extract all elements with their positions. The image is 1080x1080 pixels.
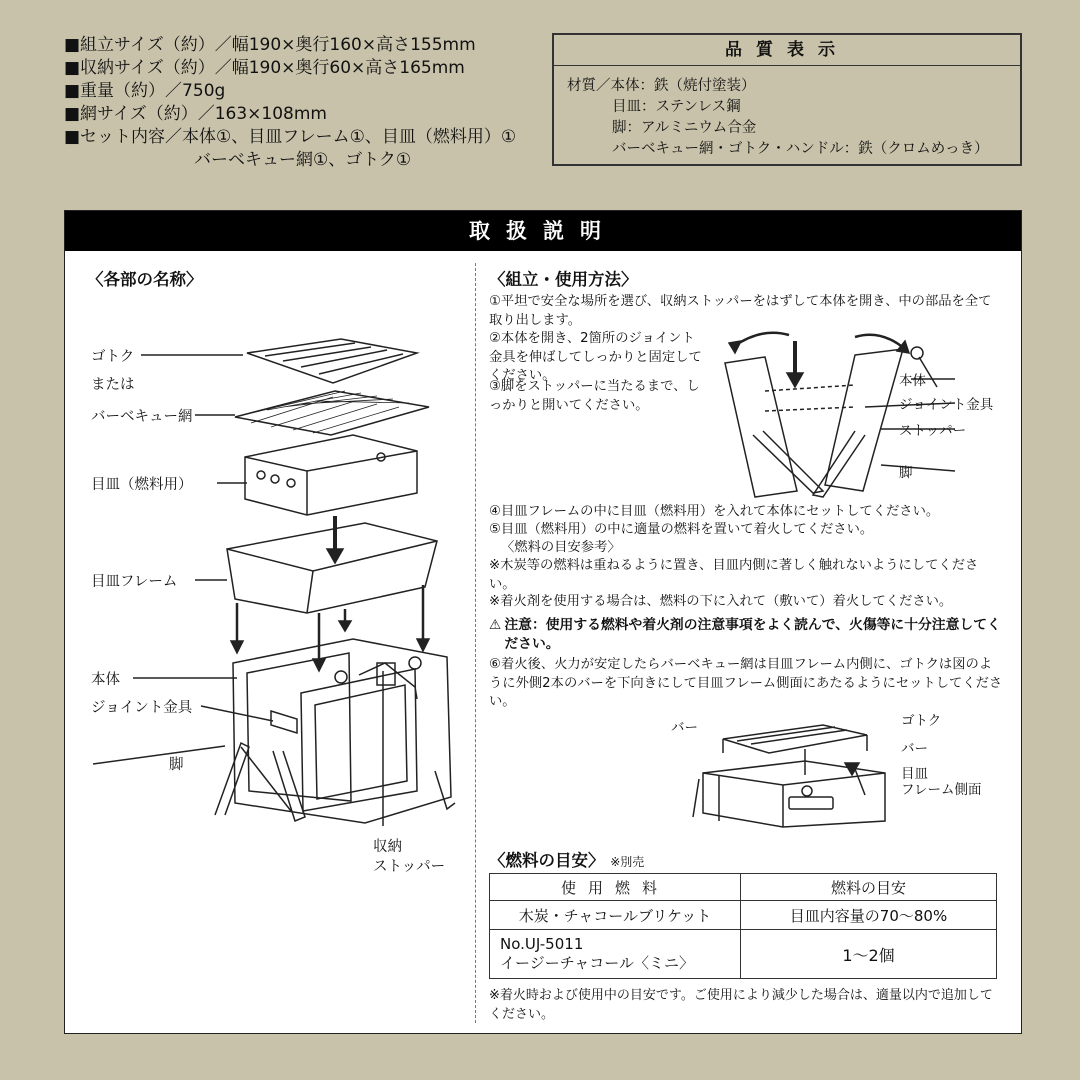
quality-label-box (552, 33, 1022, 166)
fuel-heading-text: 〈燃料の目安〉 (489, 851, 605, 870)
label-body: 本体 (91, 672, 120, 688)
fuel-product-name: イージーチャコール〈ミニ〉 (500, 954, 694, 972)
step-6: ⑥着火後、火力が安定したらバーベキュー網は目皿フレーム内側に、ゴトクは図のように外側2本のバーを下向きにして目皿フレーム側面にあたるようにセットしてください。 (489, 657, 1003, 709)
fuel-footnote: ※着火時および使用中の目安です。ご使用により減少した場合は、適量以内で追加してください。 (489, 988, 993, 1022)
quality-line: 目皿：ステンレス鋼 (612, 99, 741, 115)
step-4: ④目皿フレームの中に目皿（燃料用）を入れて本体にセットしてください。 (489, 504, 940, 519)
fig1-label-joint: ジョイント金具 (899, 397, 994, 413)
caution (489, 616, 1004, 653)
table-header-fuel: 使用燃料 (490, 874, 741, 901)
fig2-label-frame-side: フレーム側面 (901, 782, 982, 798)
label-bbq-net: バーベキュー網 (91, 409, 193, 425)
label-gotoku: ゴトク (91, 349, 135, 365)
label-or: または (91, 377, 135, 393)
column-divider (475, 263, 476, 1023)
warning-icon: ⚠ (489, 617, 502, 633)
spec-weight: ■重量（約）／750g (64, 81, 226, 101)
note-2: ※着火剤を使用する場合は、燃料の下に入れて（敷いて）着火してください。 (489, 594, 953, 609)
step-2: ②本体を開き、2箇所のジョイント金具を伸ばしてしっかりと固定してください。 (489, 331, 702, 383)
table-cell-fuel (490, 930, 741, 979)
spec-assembled-size: ■組立サイズ（約）／幅190×奥行160×高さ155mm (64, 35, 476, 55)
table-cell-amount: 1〜2個 (741, 930, 997, 979)
spec-contents: ■セット内容／本体①、目皿フレーム①、目皿（燃料用）① (64, 127, 517, 147)
caution-text: 注意：使用する燃料や着火剤の注意事項をよく読んで、火傷等に十分注意してください。 (504, 617, 1001, 652)
fig2-label-bar-right: バー (901, 741, 928, 757)
note-1: ※木炭等の燃料は重ねるように置き、目皿内側に著しく触れないようにしてください。 (489, 558, 979, 592)
label-tray-frame: 目皿フレーム (91, 574, 178, 590)
fig2-label-gotoku: ゴトク (901, 713, 942, 729)
fig1-label-leg: 脚 (899, 465, 913, 481)
step-1: ①平坦で安全な場所を選び、収納ストッパーをはずして本体を開き、中の部品を全て取り出します。 (489, 294, 992, 328)
fuel-table (489, 873, 997, 979)
table-row (490, 901, 997, 930)
parts-heading: 〈各部の名称〉 (87, 270, 203, 289)
fuel-product-number: No.UJ-5011 (500, 935, 584, 953)
fuel-sold-separately: ※別売 (610, 855, 645, 869)
table-header-amount: 燃料の目安 (741, 874, 997, 901)
assembly-heading: 〈組立・使用方法〉 (489, 270, 638, 289)
label-fuel-tray: 目皿（燃料用） (91, 477, 193, 493)
label-leg: 脚 (169, 757, 184, 773)
label-joint: ジョイント金具 (91, 700, 193, 716)
table-cell-fuel: 木炭・チャコールブリケット (490, 901, 741, 930)
step-5: ⑤目皿（燃料用）の中に適量の燃料を置いて着火してください。 (489, 522, 874, 537)
instruction-banner: 取扱説明 (65, 211, 1021, 251)
spec-list (64, 34, 516, 172)
instruction-panel (64, 210, 1022, 1034)
fuel-reference: 〈燃料の目安参考〉 (501, 540, 621, 555)
exploded-diagram (65, 211, 475, 1031)
quality-title: 品質表示 (554, 35, 1020, 66)
fig2-label-frame: 目皿 (901, 766, 928, 782)
fuel-heading (489, 847, 644, 871)
spec-net-size: ■網サイズ（約）／163×108mm (64, 104, 327, 124)
quality-line: 脚：アルミニウム合金 (612, 120, 757, 136)
fig1-label-body: 本体 (899, 373, 926, 389)
step-3: ③脚をストッパーに当たるまで、しっかりと開いてください。 (489, 379, 700, 413)
table-row (490, 930, 997, 979)
spec-contents-cont: バーベキュー網①、ゴトク① (194, 150, 412, 170)
quality-line: バーベキュー網・ゴトク・ハンドル：鉄（クロムめっき） (612, 141, 989, 157)
spec-storage-size: ■収納サイズ（約）／幅190×奥行60×高さ165mm (64, 58, 465, 78)
label-stopper: ストッパー (373, 859, 446, 875)
fig2-label-bar-left: バー (671, 720, 698, 736)
gotoku-placement-diagram (679, 711, 899, 831)
table-cell-amount: 目皿内容量の70〜80% (741, 901, 997, 930)
quality-line: 材質／本体：鉄（焼付塗装） (567, 78, 756, 94)
table-header-row (490, 874, 997, 901)
fig1-label-stopper: ストッパー (899, 423, 967, 439)
label-storage: 収納 (373, 839, 402, 855)
